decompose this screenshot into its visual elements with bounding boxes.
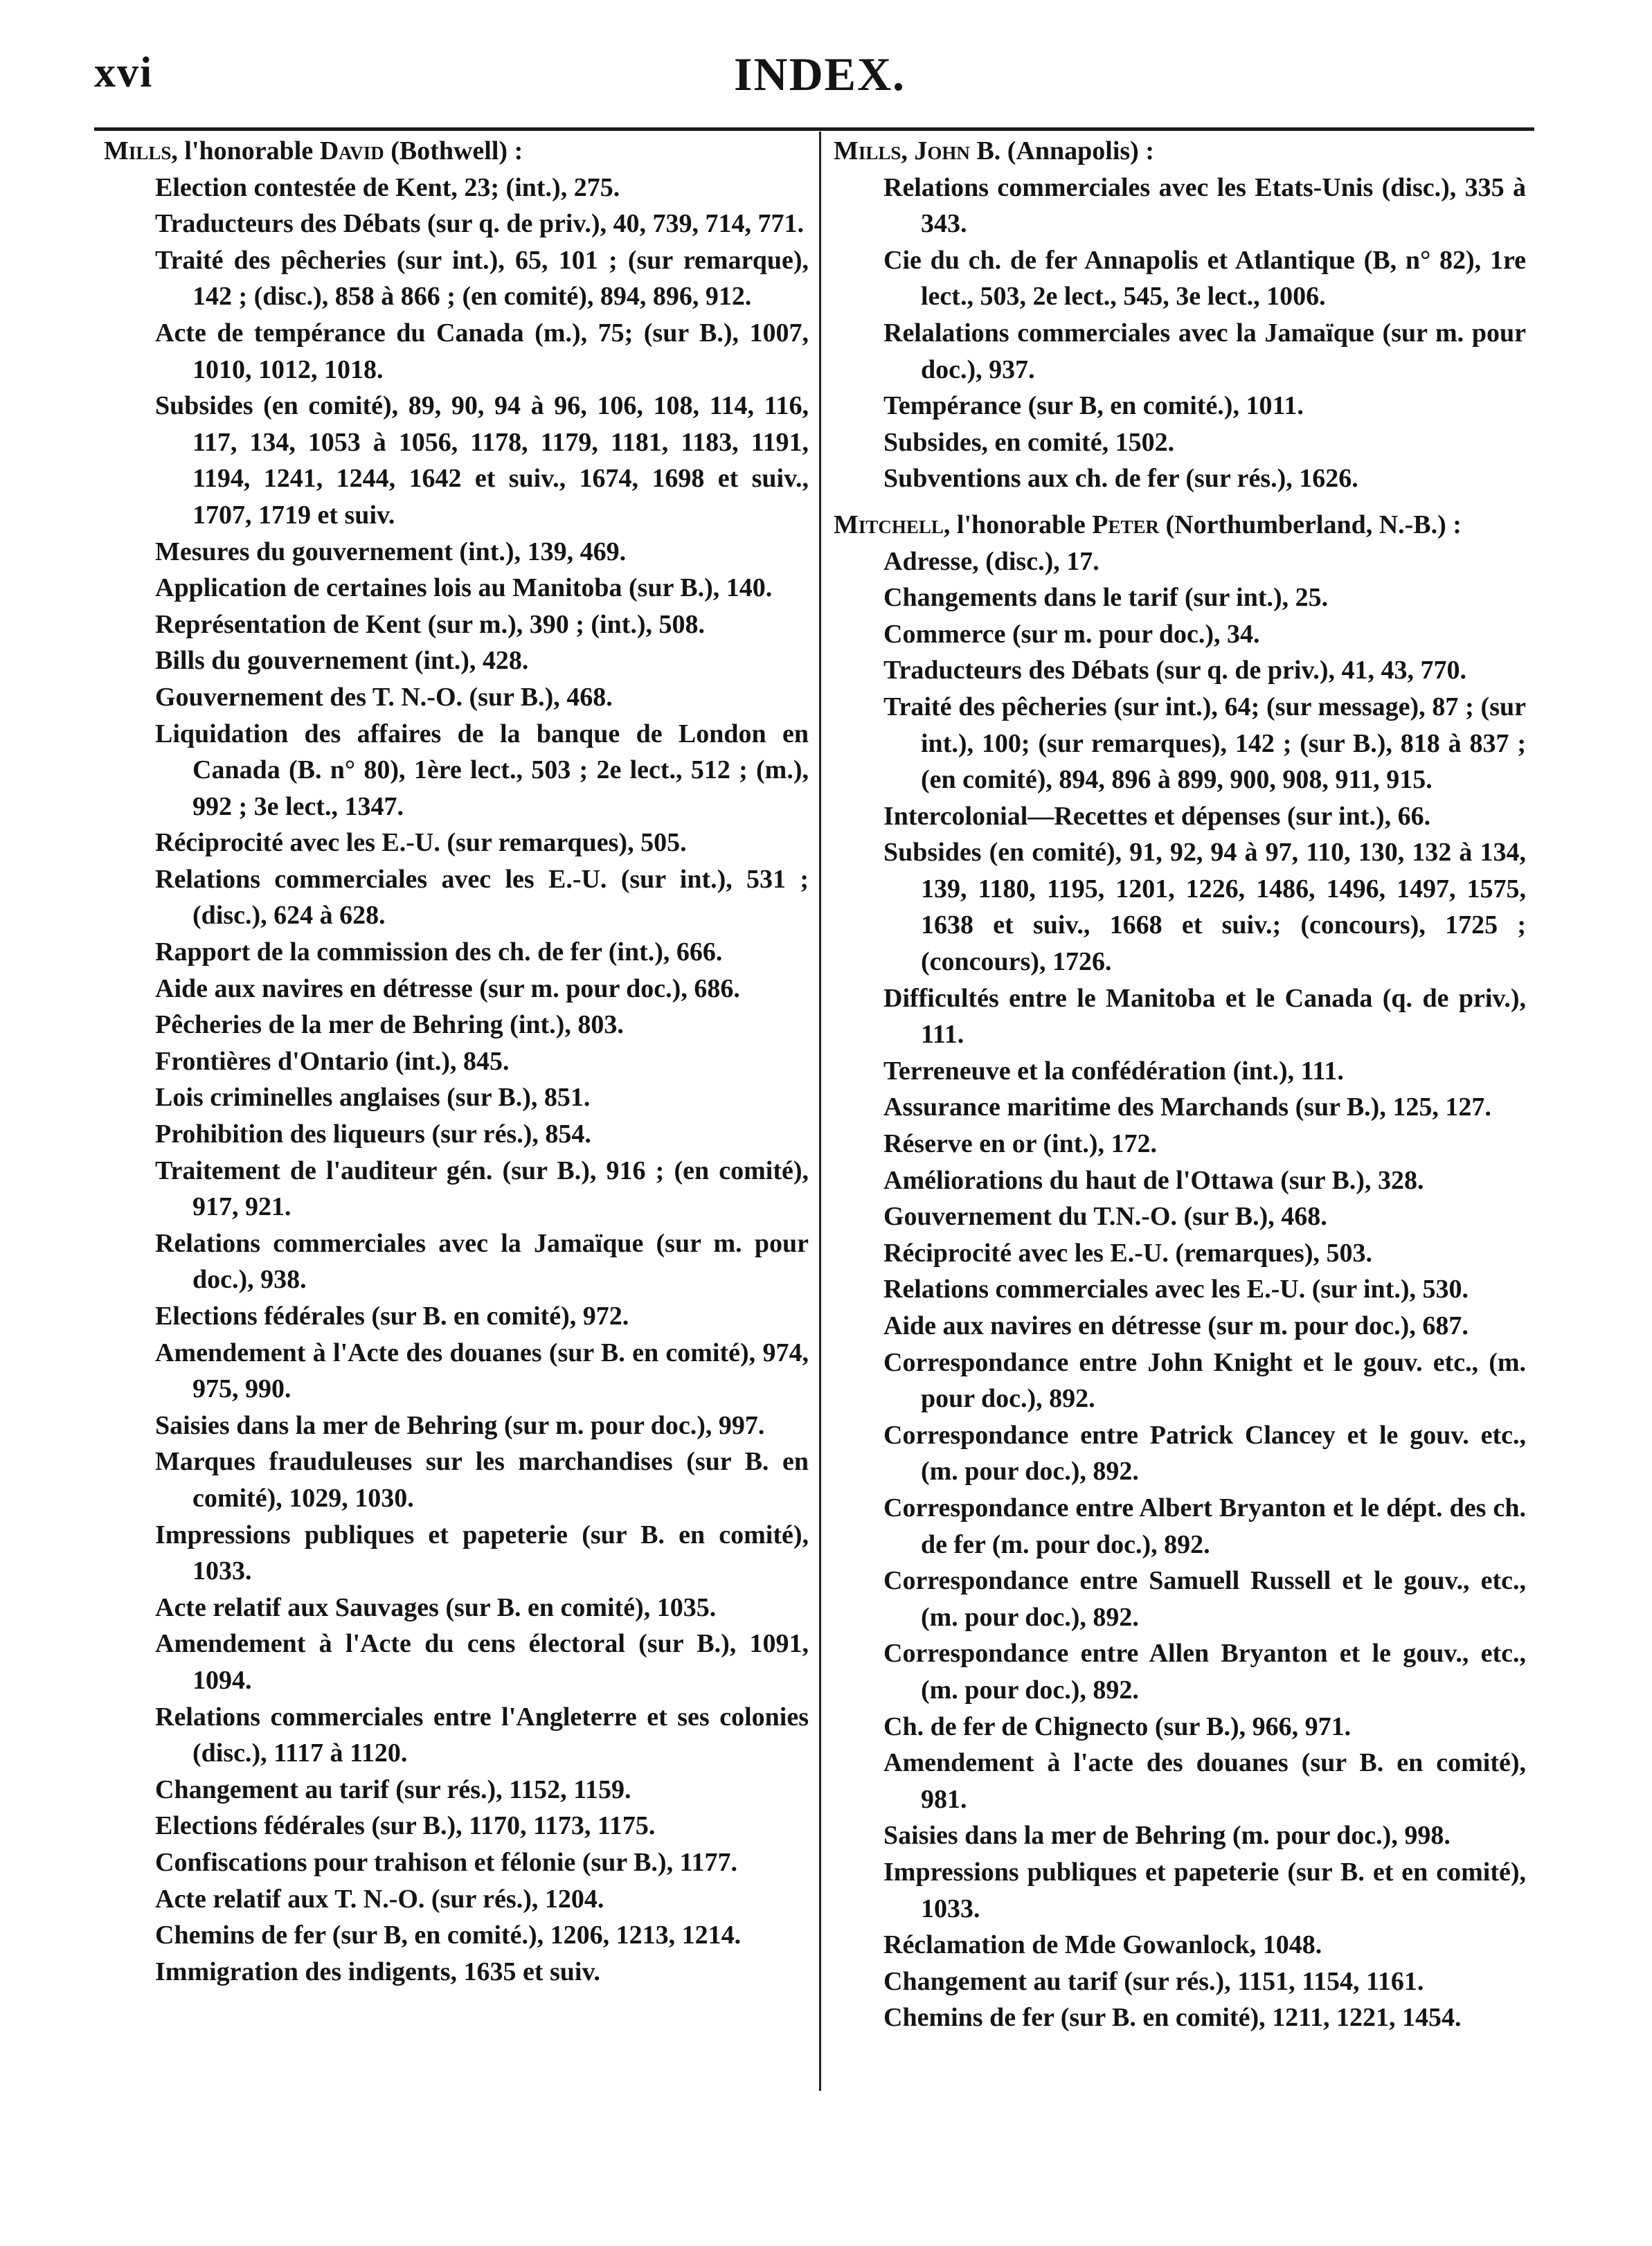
index-entry: Amendement à l'Acte du cens électoral (sur B.), 1091, 1094. <box>155 1629 809 1695</box>
index-entry: Subsides (en comité), 91, 92, 94 à 97, 110, 130, 132 à 134, 139, 1180, 1195, 1201, 1226, 1486, 1496, 1497, 1575, 1638 et suiv., 1668 et suiv.; (concours), 1725 ; (concours), 1726. <box>883 838 1526 977</box>
index-entry: Impressions publiques et papeterie (sur B. en comité), 1033. <box>155 1520 809 1586</box>
entry-heading-mills-john <box>834 133 1526 170</box>
index-entry: Relations commerciales avec les E.-U. (sur int.), 530. <box>883 1275 1469 1304</box>
index-entry: Lois criminelles anglaises (sur B.), 851. <box>155 1083 591 1113</box>
index-entry: Subventions aux ch. de fer (sur rés.), 1626. <box>883 464 1358 494</box>
index-entry: Election contestée de Kent, 23; (int.), 275. <box>155 172 620 202</box>
index-entry: Impressions publiques et papeterie (sur B. et en comité), 1033. <box>883 1857 1526 1923</box>
index-entry: Acte relatif aux T. N.-O. (sur rés.), 1204. <box>155 1884 604 1914</box>
index-entry: Réciprocité avec les E.-U. (sur remarques), 505. <box>155 828 687 858</box>
index-entry: Changement au tarif (sur rés.), 1151, 1154, 1161. <box>883 1966 1424 1996</box>
index-entry: Améliorations du haut de l'Ottawa (sur B.), 328. <box>883 1165 1424 1195</box>
index-entry: Représentation de Kent (sur m.), 390 ; (int.), 508. <box>155 609 706 639</box>
header-rule <box>94 127 1534 131</box>
surname: Mitchell <box>834 510 944 539</box>
index-entry: Frontières d'Ontario (int.), 845. <box>155 1046 510 1076</box>
index-entry: Amendement à l'Acte des douanes (sur B. en comité), 974, 975, 990. <box>155 1338 809 1404</box>
index-entry: Traitement de l'auditeur gén. (sur B.), 916 ; (en comité), 917, 921. <box>155 1156 809 1222</box>
page-number: xvi <box>94 49 154 96</box>
surname: Mills <box>104 136 172 165</box>
index-entry: Relations commerciales avec la Jamaïque (sur m. pour doc.), 938. <box>155 1228 809 1295</box>
index-entry: Acte relatif aux Sauvages (sur B. en comité), 1035. <box>155 1592 717 1622</box>
mitchell-peter-entry-list <box>834 543 1526 2036</box>
index-entry: Aide aux navires en détresse (sur m. pour doc.), 687. <box>883 1311 1469 1340</box>
index-entry: Mesures du gouvernement (int.), 139, 469. <box>155 537 627 566</box>
left-entry-list <box>104 170 809 1991</box>
index-entry: Relations commerciales entre l'Angleterre et ses colonies (disc.), 1117 à 1120. <box>155 1702 809 1768</box>
index-entry: Elections fédérales (sur B.), 1170, 1173, 1175. <box>155 1811 656 1841</box>
index-entry: Assurance maritime des Marchands (sur B.), 125, 127. <box>883 1093 1491 1122</box>
entry-heading-mills-david <box>104 133 809 170</box>
heading-text: (Northumberland, N.-B.) : <box>1158 510 1462 539</box>
index-entry: Traité des pêcheries (sur int.), 65, 101 ; (sur remarque), 142 ; (disc.), 858 à 866 ; (en comité), 894, 896, 912. <box>155 245 809 312</box>
index-entry: Traducteurs des Débats (sur q. de priv.), 41, 43, 770. <box>883 656 1467 685</box>
index-entry: Application de certaines lois au Manitoba (sur B.), 140. <box>155 573 773 603</box>
index-entry: Correspondance entre Samuell Russell et le gouv., etc., (m. pour doc.), 892. <box>883 1566 1526 1632</box>
heading-text: (Bothwell) : <box>384 136 523 165</box>
index-entry: Liquidation des affaires de la banque de London en Canada (B. n° 80), 1ère lect., 503 ; 2e lect., 512 ; (m.), 992 ; 3e lect., 1347. <box>155 719 809 821</box>
right-column <box>834 133 1526 2036</box>
index-entry: Saisies dans la mer de Behring (m. pour doc.), 998. <box>883 1821 1451 1851</box>
index-entry: Cie du ch. de fer Annapolis et Atlantique (B, n° 82), 1re lect., 503, 2e lect., 545, 3e lect., 1006. <box>883 245 1526 312</box>
index-entry: Intercolonial—Recettes et dépenses (sur int.), 66. <box>883 801 1431 831</box>
index-entry: Adresse, (disc.), 17. <box>883 546 1099 576</box>
given-name: John <box>914 136 970 165</box>
index-entry: Elections fédérales (sur B. en comité), 972. <box>155 1302 629 1331</box>
index-entry: Prohibition des liqueurs (sur rés.), 854. <box>155 1120 591 1149</box>
index-entry: Gouvernement du T.N.-O. (sur B.), 468. <box>883 1202 1327 1232</box>
index-entry: Immigration des indigents, 1635 et suiv. <box>155 1957 600 1986</box>
index-entry: Traducteurs des Débats (sur q. de priv.), 40, 739, 714, 771. <box>155 209 805 239</box>
column-divider <box>819 132 821 2091</box>
index-entry: Relations commerciales avec les Etats-Unis (disc.), 335 à 343. <box>883 172 1526 239</box>
index-entry: Chemins de fer (sur B. en comité), 1211, 1221, 1454. <box>883 2003 1462 2033</box>
index-entry: Commerce (sur m. pour doc.), 34. <box>883 619 1260 649</box>
index-entry: Terreneuve et la confédération (int.), 111. <box>883 1056 1344 1086</box>
page-header <box>0 35 1652 111</box>
index-entry: Correspondance entre Allen Bryanton et le gouv., etc., (m. pour doc.), 892. <box>883 1639 1526 1705</box>
entry-heading-mitchell-peter <box>834 507 1526 543</box>
index-entry: Chemins de fer (sur B, en comité.), 1206, 1213, 1214. <box>155 1921 742 1950</box>
index-entry: Subsides (en comité), 89, 90, 94 à 96, 106, 108, 114, 116, 117, 134, 1053 à 1056, 1178, 1179, 1181, 1183, 1191, 1194, 1241, 1244, 1642 et suiv., 1674, 1698 et suiv., 1707, 1719 et suiv. <box>155 391 809 530</box>
index-entry: Correspondance entre John Knight et le gouv. etc., (m. pour doc.), 892. <box>883 1347 1526 1414</box>
index-entry: Tempérance (sur B, en comité.), 1011. <box>883 391 1304 421</box>
heading-text: B. (Annapolis) : <box>969 136 1154 165</box>
index-entry: Saisies dans la mer de Behring (sur m. pour doc.), 997. <box>155 1410 765 1440</box>
heading-text: , l'honorable <box>943 510 1093 539</box>
index-entry: Subsides, en comité, 1502. <box>883 427 1175 457</box>
index-entry: Rapport de la commission des ch. de fer (int.), 666. <box>155 937 723 967</box>
index-entry: Gouvernement des T. N.-O. (sur B.), 468. <box>155 682 613 712</box>
index-entry: Changement au tarif (sur rés.), 1152, 1159. <box>155 1775 631 1804</box>
running-title: INDEX. <box>734 48 906 100</box>
index-entry: Acte de tempérance du Canada (m.), 75; (sur B.), 1007, 1010, 1012, 1018. <box>155 318 809 384</box>
heading-text: , <box>901 136 915 165</box>
index-entry: Correspondance entre Patrick Clancey et le gouv. etc., (m. pour doc.), 892. <box>883 1420 1526 1486</box>
mills-john-entry-list <box>834 170 1526 497</box>
index-entry: Amendement à l'acte des douanes (sur B. en comité), 981. <box>883 1748 1526 1814</box>
index-entry: Réciprocité avec les E.-U. (remarques), 503. <box>883 1238 1372 1268</box>
index-entry: Réclamation de Mde Gowanlock, 1048. <box>883 1930 1322 1960</box>
index-entry: Relalations commerciales avec la Jamaïque (sur m. pour doc.), 937. <box>883 318 1526 384</box>
given-name: Peter <box>1092 510 1159 539</box>
index-entry: Traité des pêcheries (sur int.), 64; (sur message), 87 ; (sur int.), 100; (sur remarques), 142 ; (sur B.), 818 à 837 ; (en comité), 894, 896 à 899, 900, 908, 911, 915. <box>883 692 1526 795</box>
given-name: David <box>319 136 384 165</box>
surname: Mills <box>834 136 901 165</box>
index-entry: Changements dans le tarif (sur int.), 25. <box>883 583 1329 613</box>
index-entry: Pêcheries de la mer de Behring (int.), 803. <box>155 1010 624 1040</box>
index-entry: Ch. de fer de Chignecto (sur B.), 966, 971. <box>883 1712 1352 1741</box>
heading-text: , l'honorable <box>171 136 320 165</box>
index-entry: Aide aux navires en détresse (sur m. pour doc.), 686. <box>155 973 740 1003</box>
index-entry: Relations commerciales avec les E.-U. (sur int.), 531 ; (disc.), 624 à 628. <box>155 864 809 931</box>
left-column <box>104 133 809 1990</box>
index-entry: Marques frauduleuses sur les marchandises (sur B. en comité), 1029, 1030. <box>155 1447 809 1513</box>
index-entry: Confiscations pour trahison et félonie (sur B.), 1177. <box>155 1847 737 1877</box>
index-entry: Difficultés entre le Manitoba et le Canada (q. de priv.), 111. <box>883 983 1526 1050</box>
index-entry: Bills du gouvernement (int.), 428. <box>155 646 529 676</box>
index-entry: Correspondance entre Albert Bryanton et le dépt. des ch. de fer (m. pour doc.), 892. <box>883 1493 1526 1559</box>
index-entry: Réserve en or (int.), 172. <box>883 1129 1158 1159</box>
